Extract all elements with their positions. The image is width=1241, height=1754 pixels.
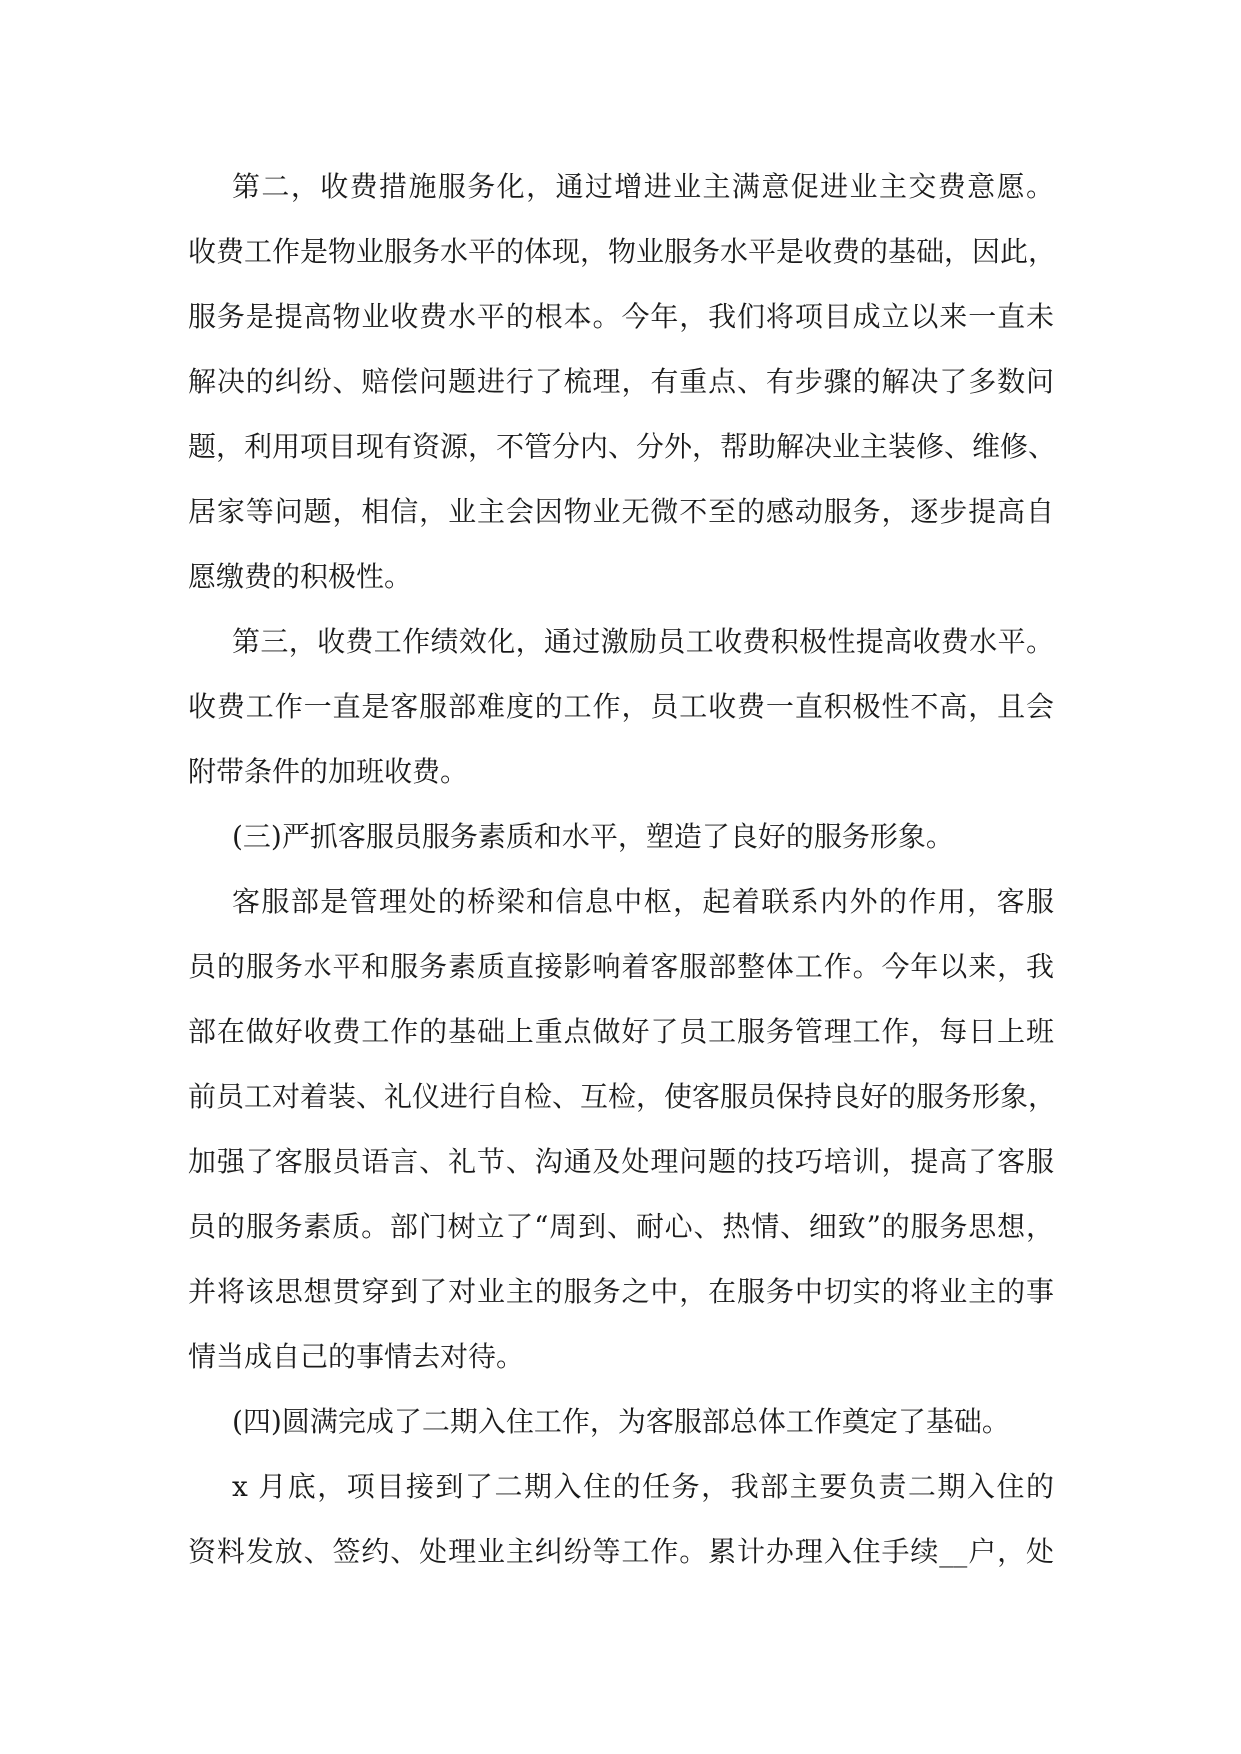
text-line: 解决的纠纷、赔偿问题进行了梳理，有重点、有步骤的解决了多数问 xyxy=(188,365,1054,398)
text-line: 并将该思想贯穿到了对业主的服务之中，在服务中切实的将业主的事 xyxy=(188,1275,1054,1308)
text-line: 附带条件的加班收费。 xyxy=(188,755,469,788)
text-line: 服务是提高物业收费水平的根本。今年，我们将项目成立以来一直未 xyxy=(188,300,1054,333)
section-heading: (三)严抓客服员服务素质和水平，塑造了良好的服务形象。 xyxy=(232,820,954,853)
text-line: 居家等问题，相信，业主会因物业无微不至的感动服务，逐步提高自 xyxy=(188,495,1054,528)
text-line: 员的服务素质。部门树立了“周到、耐心、热情、细致”的服务思想， xyxy=(188,1210,1054,1243)
text-line: 资料发放、签约、处理业主纠纷等工作。累计办理入住手续__户，处 xyxy=(188,1535,1054,1568)
text-line: 题，利用项目现有资源，不管分内、分外，帮助解决业主装修、维修、 xyxy=(188,430,1057,463)
body-text xyxy=(188,154,1057,1584)
text-line: x 月底，项目接到了二期入住的任务，我部主要负责二期入住的 xyxy=(232,1470,1054,1503)
section-heading: (四)圆满完成了二期入住工作，为客服部总体工作奠定了基础。 xyxy=(232,1405,1010,1438)
text-line: 加强了客服员语言、礼节、沟通及处理问题的技巧培训，提高了客服 xyxy=(188,1145,1054,1178)
text-line: 第三，收费工作绩效化，通过激励员工收费积极性提高收费水平。 xyxy=(232,625,1054,658)
text-line: 情当成自己的事情去对待。 xyxy=(188,1340,525,1373)
text-line: 前员工对着装、礼仪进行自检、互检，使客服员保持良好的服务形象， xyxy=(188,1080,1057,1113)
text-line: 愿缴费的积极性。 xyxy=(188,560,413,593)
text-line: 收费工作是物业服务水平的体现，物业服务水平是收费的基础，因此， xyxy=(188,235,1057,268)
text-line: 收费工作一直是客服部难度的工作，员工收费一直积极性不高，且会 xyxy=(188,690,1054,723)
text-line: 第二，收费措施服务化，通过增进业主满意促进业主交费意愿。 xyxy=(232,170,1054,203)
text-line: 部在做好收费工作的基础上重点做好了员工服务管理工作，每日上班 xyxy=(188,1015,1054,1048)
text-line: 客服部是管理处的桥梁和信息中枢，起着联系内外的作用，客服 xyxy=(232,885,1054,918)
text-line: 员的服务水平和服务素质直接影响着客服部整体工作。今年以来，我 xyxy=(188,950,1054,983)
